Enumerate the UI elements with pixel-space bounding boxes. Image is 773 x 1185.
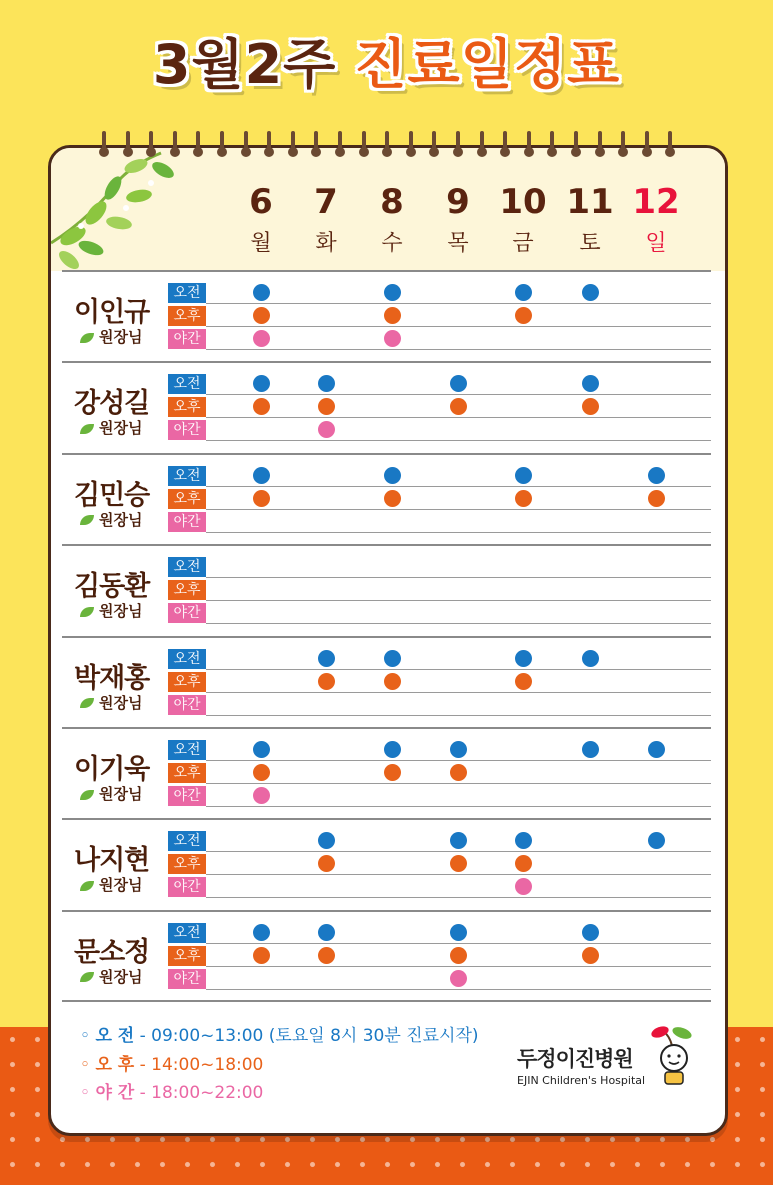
day-name: 수: [381, 231, 403, 256]
slot-row-pm: [168, 305, 711, 327]
slot-tag-night: 야간: [168, 329, 206, 349]
ring: [362, 131, 366, 153]
slot-divider: [206, 600, 711, 601]
slot-tag-am: 오전: [168, 740, 206, 760]
legend-night-hours: - 18:00~22:00: [139, 1083, 264, 1103]
schedule-dot-am: [582, 375, 599, 392]
leaf-icon: [80, 972, 94, 982]
doctor-row: [62, 453, 711, 546]
day-header: [301, 182, 351, 256]
slot-row-am: [168, 465, 711, 487]
schedule-dot-am: [450, 741, 467, 758]
schedule-dot-night: [253, 330, 270, 347]
slot-tag-night: 야간: [168, 603, 206, 623]
ring: [645, 131, 649, 153]
ring: [621, 131, 625, 153]
slot-row-night: [168, 328, 711, 350]
slot-divider: [206, 394, 711, 395]
slot-divider: [206, 532, 711, 533]
day-number: 8: [380, 182, 404, 222]
slot-divider: [206, 623, 711, 624]
slot-row-am: [168, 739, 711, 761]
legend-pm-label: 오 후: [95, 1055, 135, 1075]
ring: [527, 131, 531, 153]
slot-tag-am: 오전: [168, 649, 206, 669]
schedule-dot-night: [253, 787, 270, 804]
doctor-role: 원장님: [80, 417, 142, 438]
day-name: 금: [512, 231, 534, 256]
ring: [126, 131, 130, 153]
title-schedule: 진료일정표: [354, 33, 621, 96]
ring: [503, 131, 507, 153]
title-week: 3월2주: [152, 33, 337, 96]
ring: [456, 131, 460, 153]
schedule-dot-pm: [253, 398, 270, 415]
slot-row-pm: [168, 579, 711, 601]
slot-tag-am: 오전: [168, 374, 206, 394]
schedule-dot-am: [648, 832, 665, 849]
slot-divider: [206, 349, 711, 350]
slot-tag-pm: 오후: [168, 946, 206, 966]
doctor-name: 강성길: [74, 388, 150, 420]
slot-tag-night: 야간: [168, 420, 206, 440]
slot-divider: [206, 806, 711, 807]
slot-tag-pm: 오후: [168, 672, 206, 692]
slot-divider: [206, 486, 711, 487]
slot-row-am: [168, 922, 711, 944]
day-number: 10: [499, 182, 547, 222]
schedule-dot-am: [384, 650, 401, 667]
doctor-role: 원장님: [80, 783, 142, 804]
day-name: 화: [315, 231, 337, 256]
day-header: [631, 182, 681, 256]
schedule-dot-am: [384, 741, 401, 758]
ring: [244, 131, 248, 153]
leaf-icon: [80, 881, 94, 891]
doctor-row: [62, 361, 711, 454]
day-name: 토: [579, 231, 601, 256]
doctor-row: [62, 636, 711, 729]
doctor-row: [62, 270, 711, 363]
doctor-name: 이기욱: [74, 754, 150, 785]
ring: [550, 131, 554, 153]
schedule-dot-pm: [384, 673, 401, 690]
slot-divider: [206, 783, 711, 784]
slot-tag-pm: 오후: [168, 306, 206, 326]
schedule-dot-pm: [384, 490, 401, 507]
schedule-dot-pm: [253, 307, 270, 324]
ring: [574, 131, 578, 153]
day-header: [565, 182, 615, 256]
leaf-branch-icon: [51, 148, 191, 278]
schedule-dot-pm: [648, 490, 665, 507]
slot-tag-night: 야간: [168, 786, 206, 806]
slot-tag-am: 오전: [168, 831, 206, 851]
leaf-icon: [80, 333, 94, 343]
schedule-dot-am: [515, 650, 532, 667]
doctor-name: 김민승: [74, 479, 150, 511]
doctor-row: [62, 910, 711, 1003]
slot-row-night: [168, 419, 711, 441]
schedule-dot-am: [450, 924, 467, 941]
doctor-role: 원장님: [80, 692, 142, 713]
doctor-name: 나지현: [74, 845, 150, 877]
slot-divider: [206, 303, 711, 304]
slot-divider: [206, 440, 711, 441]
doctor-row: [62, 544, 711, 637]
legend-pm-hours: - 14:00~18:00: [139, 1055, 264, 1075]
schedule-dot-night: [384, 330, 401, 347]
day-name: 일: [645, 231, 667, 256]
day-number: 6: [249, 182, 273, 222]
schedule-dot-am: [253, 741, 270, 758]
schedule-dot-pm: [253, 490, 270, 507]
slot-divider: [206, 509, 711, 510]
schedule-dot-pm: [515, 673, 532, 690]
day-name: 목: [447, 231, 469, 256]
slot-divider: [206, 669, 711, 670]
schedule-dot-pm: [450, 855, 467, 872]
schedule-dot-pm: [450, 947, 467, 964]
ring: [314, 131, 318, 153]
schedule-dot-am: [253, 924, 270, 941]
slot-divider: [206, 577, 711, 578]
leaf-icon: [80, 790, 94, 800]
schedule-dot-am: [450, 832, 467, 849]
doctor-role: 원장님: [80, 326, 142, 347]
schedule-dot-pm: [253, 947, 270, 964]
schedule-dot-pm: [515, 855, 532, 872]
slot-row-pm: [168, 671, 711, 693]
slot-row-night: [168, 785, 711, 807]
schedule-dot-am: [648, 741, 665, 758]
slot-divider: [206, 943, 711, 944]
schedule-dot-am: [582, 284, 599, 301]
slot-divider: [206, 326, 711, 327]
slot-row-pm: [168, 853, 711, 875]
schedule-dot-am: [515, 467, 532, 484]
slot-row-pm: [168, 945, 711, 967]
schedule-dot-am: [582, 924, 599, 941]
ring: [291, 131, 295, 153]
schedule-dot-night: [515, 878, 532, 895]
slot-row-pm: [168, 488, 711, 510]
slot-divider: [206, 760, 711, 761]
day-header: [367, 182, 417, 256]
ring: [338, 131, 342, 153]
slot-row-night: [168, 511, 711, 533]
doctor-name: 김동환: [74, 571, 150, 603]
slot-row-night: [168, 968, 711, 990]
schedule-dot-pm: [253, 764, 270, 781]
schedule-dot-am: [318, 832, 335, 849]
ring: [173, 131, 177, 153]
schedule-dot-am: [582, 741, 599, 758]
schedule-dot-pm: [384, 307, 401, 324]
slot-row-am: [168, 373, 711, 395]
legend-am: ◦ 오 전 - 09:00~13:00 (토요일 8시 30분 진료시작): [80, 1026, 479, 1046]
slot-divider: [206, 966, 711, 967]
schedule-dot-am: [253, 375, 270, 392]
schedule-dot-pm: [450, 398, 467, 415]
slot-divider: [206, 851, 711, 852]
doctor-row: [62, 727, 711, 820]
ring: [480, 131, 484, 153]
slot-tag-pm: 오후: [168, 854, 206, 874]
slot-row-night: [168, 602, 711, 624]
slot-row-am: [168, 282, 711, 304]
leaf-icon: [80, 698, 94, 708]
slot-row-am: [168, 556, 711, 578]
legend-am-label: 오 전: [95, 1026, 135, 1046]
schedule-dot-night: [450, 970, 467, 987]
slot-divider: [206, 417, 711, 418]
doctor-name: 문소정: [74, 936, 150, 968]
schedule-dot-am: [253, 284, 270, 301]
schedule-dot-pm: [582, 947, 599, 964]
schedule-dot-am: [450, 375, 467, 392]
day-name: 월: [250, 231, 272, 256]
table-bottom-line: [62, 1000, 711, 1002]
leaf-icon: [80, 424, 94, 434]
slot-divider: [206, 989, 711, 990]
ring: [220, 131, 224, 153]
slot-tag-pm: 오후: [168, 763, 206, 783]
calendar-rings: [96, 131, 686, 161]
sprout-mascot-icon: [648, 1024, 700, 1088]
doctor-role: 원장님: [80, 966, 142, 987]
slot-tag-am: 오전: [168, 466, 206, 486]
schedule-dot-pm: [318, 855, 335, 872]
schedule-dot-pm: [318, 398, 335, 415]
schedule-dot-pm: [450, 764, 467, 781]
leaf-icon: [80, 515, 94, 525]
ring: [196, 131, 200, 153]
legend-am-hours: - 09:00~13:00: [139, 1026, 264, 1046]
slot-divider: [206, 897, 711, 898]
ring: [598, 131, 602, 153]
slot-row-am: [168, 830, 711, 852]
slot-divider: [206, 692, 711, 693]
ring: [432, 131, 436, 153]
ring: [668, 131, 672, 153]
doctor-name: 이인규: [74, 297, 150, 328]
schedule-dot-am: [515, 284, 532, 301]
ring: [267, 131, 271, 153]
schedule-dot-am: [318, 650, 335, 667]
schedule-dot-am: [318, 924, 335, 941]
slot-row-am: [168, 648, 711, 670]
slot-tag-am: 오전: [168, 557, 206, 577]
slot-tag-pm: 오후: [168, 580, 206, 600]
slot-row-pm: [168, 762, 711, 784]
slot-row-pm: [168, 396, 711, 418]
schedule-dot-pm: [318, 673, 335, 690]
slot-divider: [206, 715, 711, 716]
hospital-name: 두정이진병원: [517, 1047, 633, 1071]
slot-tag-night: 야간: [168, 969, 206, 989]
schedule-dot-am: [384, 284, 401, 301]
schedule-dot-pm: [515, 307, 532, 324]
legend-night: ◦ 야 간 - 18:00~22:00: [80, 1083, 264, 1103]
slot-row-night: [168, 694, 711, 716]
schedule-dot-am: [253, 467, 270, 484]
ring: [385, 131, 389, 153]
slot-tag-am: 오전: [168, 283, 206, 303]
legend-night-label: 야 간: [95, 1083, 135, 1103]
doctor-role: 원장님: [80, 509, 142, 530]
ring: [149, 131, 153, 153]
schedule-dot-pm: [515, 490, 532, 507]
day-header: [236, 182, 286, 256]
day-number: 9: [446, 182, 470, 222]
slot-tag-am: 오전: [168, 923, 206, 943]
schedule-dot-am: [384, 467, 401, 484]
schedule-dot-am: [515, 832, 532, 849]
slot-tag-pm: 오후: [168, 489, 206, 509]
slot-divider: [206, 874, 711, 875]
slot-row-night: [168, 876, 711, 898]
slot-tag-night: 야간: [168, 512, 206, 532]
day-header: [498, 182, 548, 256]
day-number: 12: [632, 182, 680, 222]
schedule-dot-pm: [384, 764, 401, 781]
doctor-role: 원장님: [80, 874, 142, 895]
doctor-role: 원장님: [80, 600, 142, 621]
page-title: [0, 33, 773, 96]
slot-tag-night: 야간: [168, 877, 206, 897]
slot-tag-pm: 오후: [168, 397, 206, 417]
schedule-dot-night: [318, 421, 335, 438]
leaf-icon: [80, 607, 94, 617]
hospital-name-en: EJIN Children's Hospital: [517, 1074, 646, 1087]
legend-am-note: (토요일 8시 30분 진료시작): [268, 1026, 479, 1046]
schedule-dot-pm: [318, 947, 335, 964]
ring: [102, 131, 106, 153]
legend-pm: ◦ 오 후 - 14:00~18:00: [80, 1055, 264, 1075]
schedule-dot-pm: [582, 398, 599, 415]
day-number: 7: [314, 182, 338, 222]
day-header: [433, 182, 483, 256]
ring: [409, 131, 413, 153]
schedule-dot-am: [648, 467, 665, 484]
day-number: 11: [566, 182, 614, 222]
schedule-dot-am: [582, 650, 599, 667]
doctor-row: [62, 818, 711, 911]
slot-tag-night: 야간: [168, 695, 206, 715]
schedule-dot-am: [318, 375, 335, 392]
doctor-name: 박재홍: [74, 662, 150, 694]
